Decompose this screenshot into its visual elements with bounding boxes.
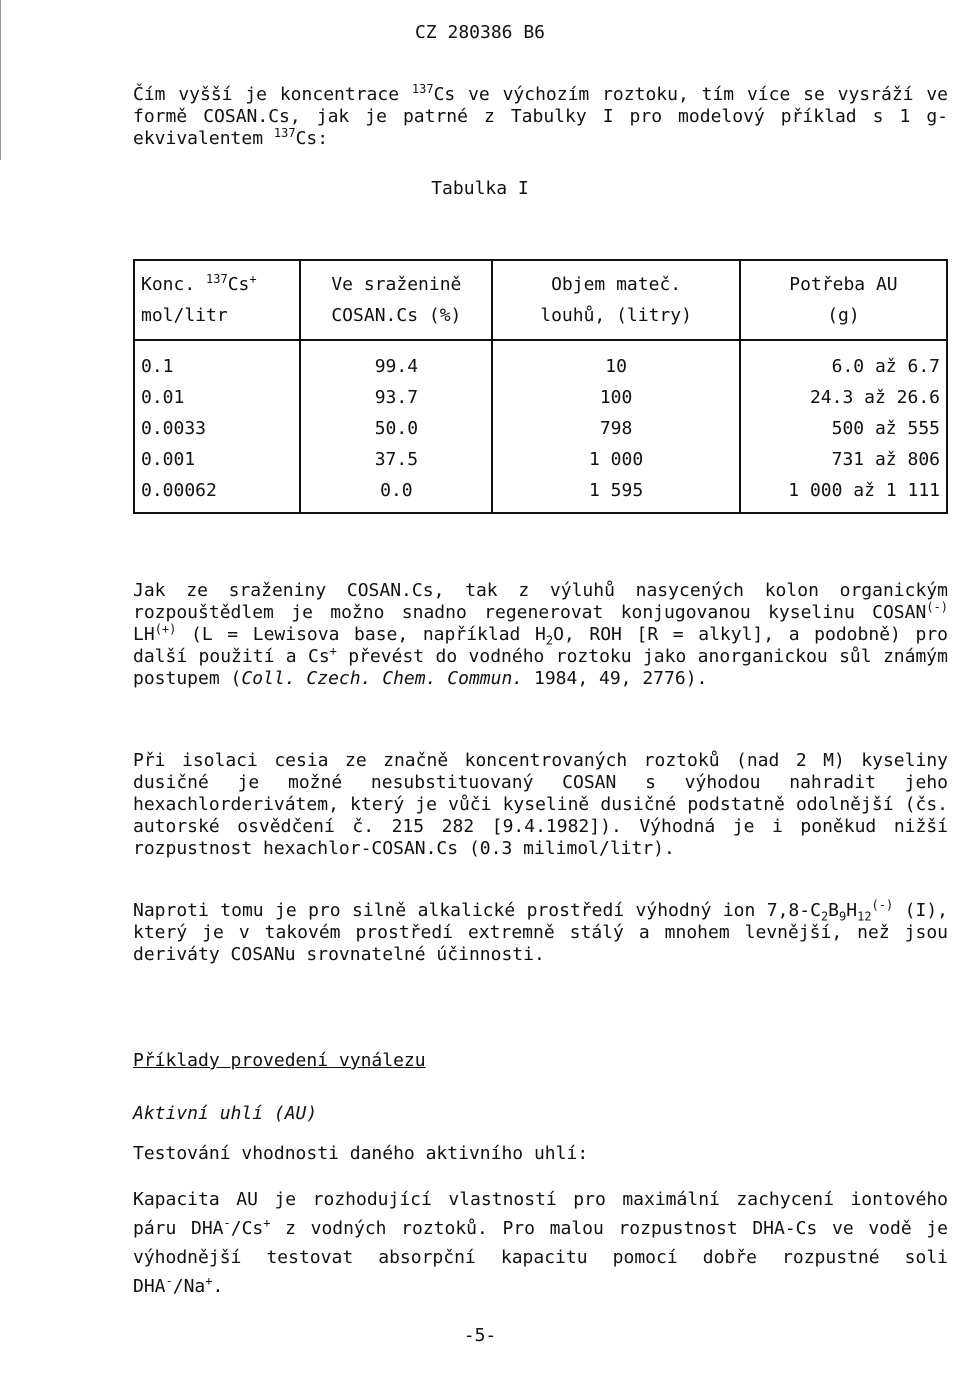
section-title: Příklady provedení vynálezu [133,1050,426,1071]
table-cell: 500 až 555 [740,413,947,444]
capacity-paragraph: Kapacita AU je rozhodující vlastností pro maximální zachycení iontového páru DHA-/Cs+ z vodných roztoků. Pro malou rozpustnost DHA-Cs ve vodě je výhodnější testovat absorpční kapacitu pomocí dobře rozpustné soli DHA-/Na+. [133,1189,948,1297]
table-cell: 0.001 [134,444,300,475]
testing-paragraph: Testování vhodnosti daného aktivního uhlí: [133,1143,589,1164]
table-caption: Tabulka I [431,178,529,199]
table-cell: 93.7 [300,382,492,413]
table-cell: 731 až 806 [740,444,947,475]
table-cell: 10 [492,340,740,382]
table-row [134,413,947,444]
document-header: CZ 280386 B6 [414,22,546,43]
section-subtitle: Aktivní uhlí (AU) [133,1103,318,1124]
table-header-row [134,260,947,300]
table-cell: 99.4 [300,340,492,382]
header-volume-unit: louhů, (litry) [492,300,740,340]
table-cell: 1 595 [492,475,740,513]
header-concentration-unit: mol/litr [134,300,300,340]
header-au-need: Potřeba AU [740,260,947,300]
table-cell: 100 [492,382,740,413]
table-cell: 50.0 [300,413,492,444]
header-precipitate-unit: COSAN.Cs (%) [300,300,492,340]
header-au-need-unit: (g) [740,300,947,340]
table-row [134,340,947,382]
table-row [134,444,947,475]
header-precipitate: Ve sraženině [300,260,492,300]
data-table [133,259,948,514]
header-volume: Objem mateč. [492,260,740,300]
table-cell: 0.01 [134,382,300,413]
table-cell: 1 000 až 1 111 [740,475,947,513]
table-cell: 24.3 až 26.6 [740,382,947,413]
table-cell: 0.1 [134,340,300,382]
isolation-paragraph: Při isolaci cesia ze značně koncentrovaných roztoků (nad 2 M) kyseliny dusičné je možné nesubstituovaný COSAN s výhodou nahradit jeho hexachlorderivátem, který je vůči kyselině dusičné podstatně odolnější (čs. autorské osvědčení č. 215 282 [9.4.1982]). Výhodná je i poněkud nižší rozpustnost hexachlor-COSAN.Cs (0.3 milimol/litr). [133,750,948,859]
header-concentration: Konc. $^{137}$Cs+ [134,260,300,300]
table-cell: 6.0 až 6.7 [740,340,947,382]
table-cell: 0.00062 [134,475,300,513]
table-cell: 1 000 [492,444,740,475]
regeneration-paragraph: Jak ze sraženiny COSAN.Cs, tak z výluhů nasycených kolon organickým rozpouštědlem je možno snadno regenerovat konjugovanou kyselinu COSAN(-) LH(+) (L = Lewisova base, například $H_2O$, ROH [R = alkyl], a podobně) pro další použití a Cs+ převést do vodného roztoku jako anorganickou sůl známým postupem (Coll. Czech. Chem. Commun. 1984, 49, 2776). [133,580,948,689]
table-cell: 798 [492,413,740,444]
intro-paragraph: Čím vyšší je koncentrace $^{137}$Cs ve výchozím roztoku, tím více se vysráží ve formě COSAN.Cs, jak je patrné z Tabulky I pro modelový příklad s 1 g-ekvivalentem $^{137}$Cs: [133,82,948,149]
table-row [134,382,947,413]
table-cell: 0.0033 [134,413,300,444]
page-number: -5- [463,1325,497,1346]
table-header-row [134,300,947,340]
alkaline-paragraph: Naproti tomu je pro silně alkalické prostředí výhodný ion $7,8-C_2B_9H_{12}^{(-)}$ (I), který je v takovém prostředí extremně stálý a mnohem levnější, než jsou deriváty COSANu srovnatelné účinnosti. [133,898,948,965]
table-cell: 37.5 [300,444,492,475]
table-row [134,475,947,513]
table-cell: 0.0 [300,475,492,513]
